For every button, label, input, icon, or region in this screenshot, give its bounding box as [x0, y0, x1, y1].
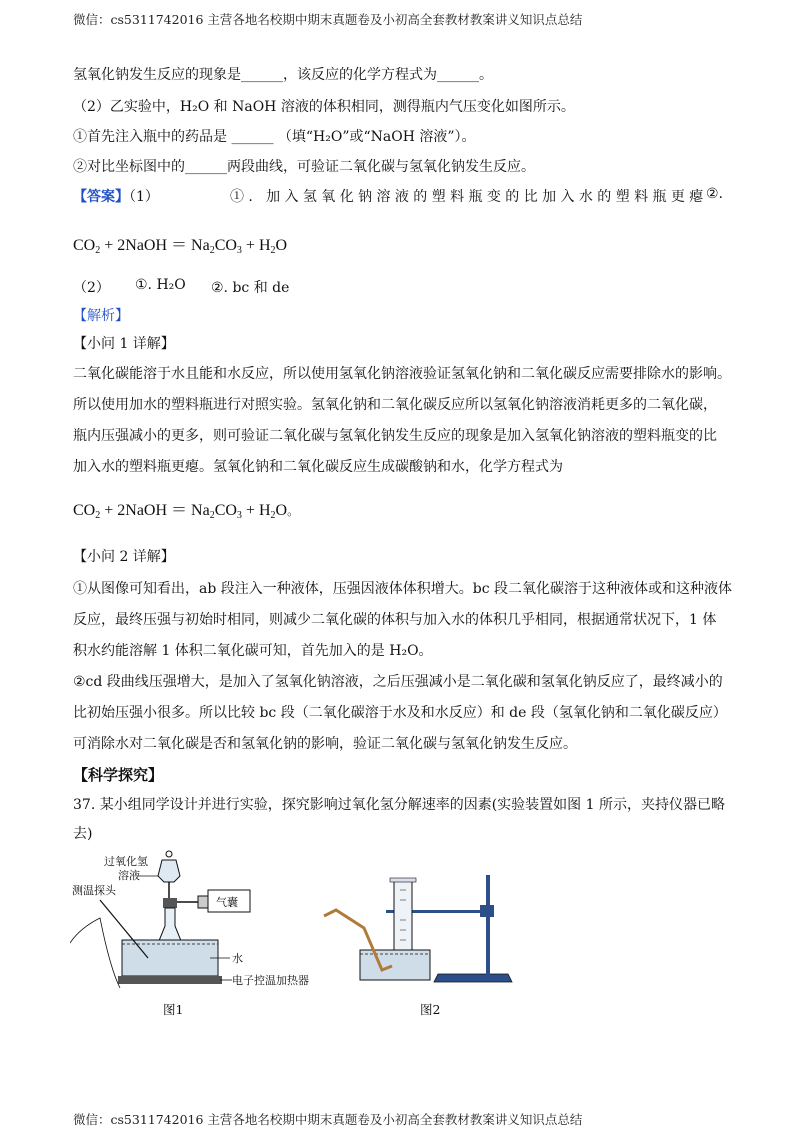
fig1-label-water: 水 [232, 952, 243, 965]
analysis-tag: 【解析】 [73, 308, 129, 324]
answer-part1-text: ①. 加入氢氧化钠溶液的塑料瓶变的比加入水的塑料瓶更瘪 [230, 189, 708, 205]
fig1-label-probe: 测温探头 [72, 884, 116, 897]
figure-1-apparatus [70, 848, 330, 998]
answer-tag: 【答案】 [73, 189, 129, 205]
sub1-title: 【小问 1 详解】 [73, 336, 175, 352]
fig1-label-h2o2: 过氧化氢 [104, 855, 148, 868]
figure-2-caption: 图2 [420, 1002, 441, 1017]
answer-part1-tail: ②. [706, 186, 724, 202]
sub2-title: 【小问 2 详解】 [73, 549, 175, 565]
figure-1-caption: 图1 [163, 1002, 184, 1017]
equation-1: $CO_2$ + 2NaOH ＝ $Na_2CO_3 + H_2O$ [73, 237, 288, 256]
sub2-line-2: 反应，最终压强与初始时相同，则减少二氧化碳的体积与加入水的体积几乎相同，根据通常状况下，1 体 [73, 612, 717, 628]
q37-line-1: 37. 某小组同学设计并进行实验，探究影响过氧化氢分解速率的因素(实验装置如图 1 所示，夹持仪器已略 [73, 797, 725, 813]
sub2-line-5: 比初始压强小很多。所以比较 bc 段（二氧化碳溶于水及和水反应）和 de 段（氢氧化钠和二氧化碳反应） [73, 705, 727, 721]
fig1-label-heater: 电子控温加热器 [232, 974, 309, 987]
figure-2-apparatus [320, 870, 520, 995]
q37-line-2: 去) [73, 826, 93, 842]
sub2-line-6: 可消除水对二氧化碳是否和氢氧化钠的影响，验证二氧化碳与氢氧化钠发生反应。 [73, 736, 577, 752]
question-line-1: 氢氧化钠发生反应的现象是______，该反应的化学方程式为______。 [73, 67, 493, 83]
page-footer: 微信：cs5311742016 主营各地名校期中期末真题卷及小初高全套教材教案讲义知识点总结 [73, 1112, 583, 1127]
question-line-3: ①首先注入瓶中的药品是 ______ （填“H₂O”或“NaOH 溶液”）。 [73, 129, 476, 145]
sub2-line-4: ②cd 段曲线压强增大，是加入了氢氧化钠溶液，之后压强减小是二氧化碳和氢氧化钠反应了，最终减小的 [73, 674, 723, 690]
answer-part1-label: （1） [129, 189, 159, 205]
question-line-2: （2）乙实验中，H₂O 和 NaOH 溶液的体积相同，测得瓶内气压变化如图所示。 [73, 99, 575, 115]
sub2-line-1: ①从图像可知看出，ab 段注入一种液体，压强因液体体积增大。bc 段二氧化碳溶于这种液体或和这种液体 [73, 581, 733, 597]
section-title: 【科学探究】 [73, 766, 164, 784]
equation-2: $CO_2$ + 2NaOH ＝ $Na_2CO_3 + H_2O$。 [73, 502, 300, 521]
answer-row [73, 186, 159, 206]
sub1-line-4: 加入水的塑料瓶更瘪。氢氧化钠和二氧化碳反应生成碳酸钠和水，化学方程式为 [73, 459, 563, 475]
answer-part2-b: ②. bc 和 de [211, 280, 290, 296]
fig1-label-solution: 溶液 [118, 869, 140, 882]
sub1-line-2: 所以使用加水的塑料瓶进行对照实验。氢氧化钠和二氧化碳反应所以氢氧化钠溶液消耗更多的二氧化碳， [73, 397, 717, 413]
sub1-line-1: 二氧化碳能溶于水且能和水反应，所以使用氢氧化钠溶液验证氢氧化钠和二氧化碳反应需要排除水的影响。 [73, 366, 731, 382]
sub1-line-3: 瓶内压强减小的更多，则可验证二氧化碳与氢氧化钠发生反应的现象是加入氢氧化钠溶液的塑料瓶变的比 [73, 428, 717, 444]
page-header: 微信：cs5311742016 主营各地名校期中期末真题卷及小初高全套教材教案讲义知识点总结 [73, 12, 583, 27]
question-line-4: ②对比坐标图中的______两段曲线，可验证二氧化碳与氢氧化钠发生反应。 [73, 159, 535, 175]
answer-part2-a: ①. H₂O [135, 277, 186, 293]
fig1-label-balloon: 气囊 [216, 896, 238, 909]
sub2-line-3: 积水约能溶解 1 体积二氧化碳可知，首先加入的是 H₂O。 [73, 643, 433, 659]
answer-part2-label: （2） [73, 280, 110, 296]
